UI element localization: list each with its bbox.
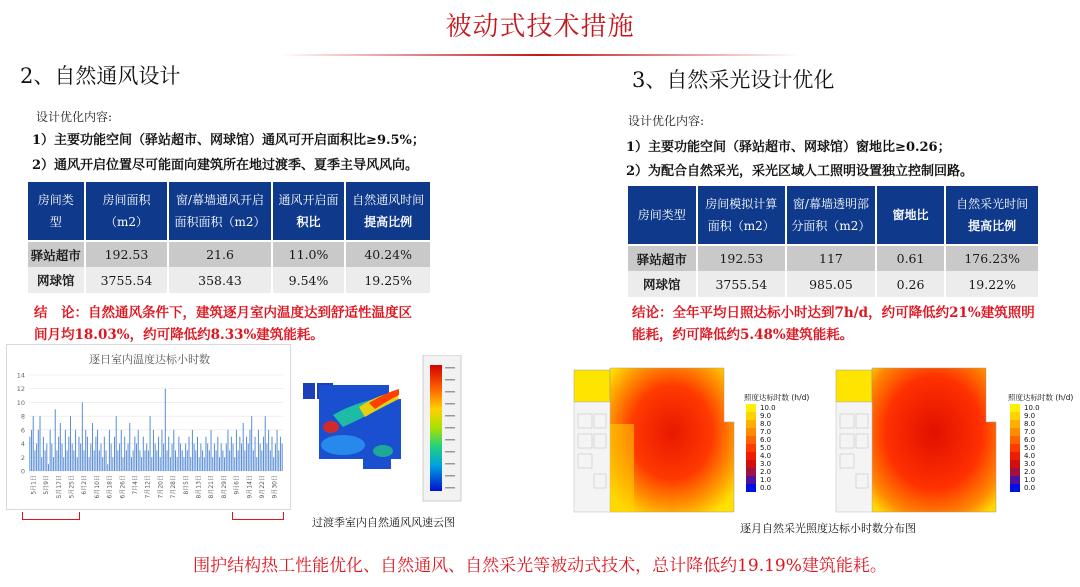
daylighting-table-cell: 117 bbox=[786, 245, 876, 271]
bar bbox=[126, 450, 127, 471]
x-tick-label: 5月25日 bbox=[68, 475, 76, 499]
title-underline bbox=[280, 54, 800, 56]
x-tick-label: 5月1日 bbox=[30, 475, 38, 495]
bar bbox=[173, 430, 174, 471]
legend-tick-label: 8.0 bbox=[1024, 420, 1036, 428]
bar bbox=[251, 416, 252, 471]
bar bbox=[226, 444, 227, 471]
bar bbox=[248, 444, 249, 471]
bar bbox=[156, 450, 157, 471]
x-tick-label: 6月26日 bbox=[119, 475, 127, 499]
x-tick-label: 9月22日 bbox=[258, 475, 266, 499]
legend-swatch bbox=[746, 484, 756, 492]
bar bbox=[190, 457, 191, 471]
bar bbox=[89, 457, 90, 471]
legend-tick-label: 4.0 bbox=[760, 452, 772, 460]
bar bbox=[114, 437, 115, 471]
x-tick-label: 7月12日 bbox=[144, 475, 152, 499]
bar bbox=[77, 457, 78, 471]
bar bbox=[211, 430, 212, 471]
bar bbox=[80, 444, 81, 471]
bar bbox=[282, 444, 283, 471]
ventilation-table-header-cell: 通风开启面 积比 bbox=[272, 181, 346, 241]
daylighting-table-cell: 0.26 bbox=[876, 271, 946, 297]
bar bbox=[133, 450, 134, 471]
legend-tick-label: 2.0 bbox=[760, 468, 772, 476]
ventilation-table-row bbox=[27, 267, 431, 293]
daylight-map-2 bbox=[828, 364, 998, 516]
ventilation-table-header-cell: 房间面积 （m2） bbox=[85, 181, 169, 241]
x-tick-label: 8月13日 bbox=[195, 475, 203, 499]
bar bbox=[122, 457, 123, 471]
bar bbox=[168, 437, 169, 471]
daylighting-conclusion-line-1: 结论：全年平均日照达标小时达到7h/d，约可降低约21%建筑照明 bbox=[632, 305, 1035, 321]
ventilation-table-header-cell: 窗/幕墙通风开启 面积面积（m2） bbox=[168, 181, 271, 241]
bar bbox=[183, 457, 184, 471]
bar bbox=[62, 444, 63, 471]
daylighting-table-header-cell: 窗地比 bbox=[876, 185, 946, 245]
legend-tick-label: 10.0 bbox=[1024, 404, 1040, 412]
bar bbox=[243, 423, 244, 471]
y-tick-label: 14 bbox=[16, 371, 25, 380]
x-tick-label: 8月29日 bbox=[220, 475, 228, 499]
bar bbox=[166, 450, 167, 471]
x-tick-label: 8月21日 bbox=[208, 475, 216, 499]
legend-swatch bbox=[746, 428, 756, 436]
bar bbox=[68, 437, 69, 471]
daylight-map-1 bbox=[566, 364, 736, 516]
ventilation-table-row bbox=[27, 241, 431, 267]
bar bbox=[151, 457, 152, 471]
x-tick-label: 8月5日 bbox=[182, 475, 190, 495]
highlight-bracket-left bbox=[22, 512, 80, 520]
y-tick-label: 12 bbox=[16, 385, 25, 394]
bar bbox=[239, 437, 240, 471]
bar bbox=[160, 457, 161, 471]
ventilation-table bbox=[26, 180, 432, 293]
bar bbox=[129, 423, 130, 471]
bar bbox=[78, 437, 79, 471]
bar bbox=[48, 464, 49, 471]
bar bbox=[217, 437, 218, 471]
bar bbox=[117, 450, 118, 471]
legend-swatch bbox=[1010, 444, 1020, 452]
bar bbox=[238, 450, 239, 471]
legend-tick-label: 3.0 bbox=[1024, 460, 1036, 468]
bar bbox=[268, 430, 269, 471]
bar bbox=[146, 444, 147, 471]
bar bbox=[33, 416, 34, 471]
bar bbox=[119, 444, 120, 471]
bar bbox=[138, 430, 139, 471]
bar bbox=[87, 437, 88, 471]
bar bbox=[234, 457, 235, 471]
bar bbox=[189, 437, 190, 471]
bar bbox=[60, 423, 61, 471]
bar bbox=[102, 457, 103, 471]
x-tick-label: 5月9日 bbox=[43, 475, 51, 495]
bar bbox=[192, 430, 193, 471]
bar bbox=[94, 450, 95, 471]
bar bbox=[128, 444, 129, 471]
bar bbox=[197, 437, 198, 471]
bar bbox=[136, 444, 137, 471]
legend-tick-label: 6.0 bbox=[760, 436, 772, 444]
legend-swatch bbox=[746, 420, 756, 428]
bar bbox=[222, 450, 223, 471]
legend-tick-label: 6.0 bbox=[1024, 436, 1036, 444]
bar bbox=[163, 444, 164, 471]
ventilation-table-cell: 驿站超市 bbox=[27, 241, 85, 267]
y-tick-label: 4 bbox=[20, 440, 25, 449]
daylighting-conclusion bbox=[632, 302, 1035, 346]
bar bbox=[180, 444, 181, 471]
x-tick-label: 9月14日 bbox=[246, 475, 254, 499]
bar bbox=[58, 437, 59, 471]
ventilation-heading: 2、自然通风设计 bbox=[20, 64, 181, 88]
bar bbox=[177, 457, 178, 471]
bar bbox=[104, 437, 105, 471]
bar bbox=[111, 444, 112, 471]
legend-swatch bbox=[1010, 436, 1020, 444]
daylight-caption: 逐月自然采光照度达标小时数分布图 bbox=[740, 522, 916, 535]
x-tick-label: 9月30日 bbox=[271, 475, 279, 499]
ventilation-table-cell: 9.54% bbox=[272, 267, 346, 293]
bar bbox=[202, 450, 203, 471]
legend-tick-label: 5.0 bbox=[1024, 444, 1036, 452]
bar bbox=[124, 437, 125, 471]
bar bbox=[143, 437, 144, 471]
bar bbox=[90, 444, 91, 471]
daylighting-table-cell: 0.61 bbox=[876, 245, 946, 271]
bar bbox=[221, 444, 222, 471]
y-tick-label: 6 bbox=[20, 426, 25, 435]
daylighting-point-2: 2）为配合自然采光，采光区域人工照明设置独立控制回路。 bbox=[626, 164, 974, 179]
legend-tick-label: 4.0 bbox=[1024, 452, 1036, 460]
wind-speed-contour-image bbox=[303, 355, 465, 503]
bar bbox=[50, 430, 51, 471]
bar bbox=[99, 450, 100, 471]
bar bbox=[241, 444, 242, 471]
legend-tick-label: 0.0 bbox=[1024, 484, 1036, 492]
daylighting-table-cell: 驿站超市 bbox=[627, 245, 697, 271]
bar bbox=[106, 450, 107, 471]
legend-swatch bbox=[1010, 468, 1020, 476]
bar bbox=[216, 450, 217, 471]
daylighting-table-header-cell: 窗/幕墙透明部 分面积（m2） bbox=[786, 185, 876, 245]
legend-tick-label: 9.0 bbox=[1024, 412, 1036, 420]
ventilation-table-cell: 19.25% bbox=[345, 267, 431, 293]
daylighting-table-header-cell: 自然采光时间 提高比例 bbox=[945, 185, 1039, 245]
ventilation-table-cell: 192.53 bbox=[85, 241, 169, 267]
bar bbox=[266, 444, 267, 471]
bar bbox=[39, 416, 40, 471]
daylighting-table-cell: 192.53 bbox=[697, 245, 787, 271]
bar bbox=[34, 450, 35, 471]
x-tick-label: 5月17日 bbox=[55, 475, 63, 499]
bar bbox=[56, 450, 57, 471]
bar bbox=[219, 457, 220, 471]
legend-tick-label: 2.0 bbox=[1024, 468, 1036, 476]
daylighting-table-cell: 19.22% bbox=[945, 271, 1039, 297]
ventilation-table-header-cell: 自然通风时间 提高比例 bbox=[345, 181, 431, 241]
ventilation-table-cell: 358.43 bbox=[168, 267, 271, 293]
bar bbox=[277, 430, 278, 471]
bar bbox=[200, 444, 201, 471]
bar bbox=[141, 457, 142, 471]
bar bbox=[150, 416, 151, 471]
bar bbox=[109, 430, 110, 471]
bar bbox=[134, 437, 135, 471]
bar bbox=[255, 437, 256, 471]
bar bbox=[231, 437, 232, 471]
daylighting-point-1: 1）主要功能空间（驿站超市、网球馆）窗地比≥0.26； bbox=[626, 140, 951, 155]
daylighting-conclusion-line-2: 能耗，约可降低约5.48%建筑能耗。 bbox=[632, 327, 854, 343]
daylighting-table-cell: 985.05 bbox=[786, 271, 876, 297]
bar bbox=[273, 457, 274, 471]
daylighting-table-cell: 网球馆 bbox=[627, 271, 697, 297]
legend-tick-label: 10.0 bbox=[760, 404, 776, 412]
bar bbox=[84, 450, 85, 471]
y-tick-label: 0 bbox=[20, 467, 25, 476]
page-title: 被动式技术措施 bbox=[445, 12, 635, 42]
bar bbox=[246, 437, 247, 471]
legend-swatch bbox=[746, 436, 756, 444]
x-tick-label: 6月18日 bbox=[106, 475, 114, 499]
bar bbox=[97, 430, 98, 471]
bar bbox=[67, 450, 68, 471]
bar bbox=[261, 450, 262, 471]
legend-tick-label: 7.0 bbox=[1024, 428, 1036, 436]
bar bbox=[92, 423, 93, 471]
legend-swatch bbox=[1010, 460, 1020, 468]
bar bbox=[82, 402, 83, 471]
bar bbox=[275, 444, 276, 471]
bar bbox=[260, 444, 261, 471]
bar bbox=[155, 444, 156, 471]
bar bbox=[51, 444, 52, 471]
x-tick-label: 7月4日 bbox=[131, 475, 139, 495]
bar bbox=[45, 450, 46, 471]
legend-swatch bbox=[746, 468, 756, 476]
daylighting-table-header-cell: 房间模拟计算 面积（m2） bbox=[697, 185, 787, 245]
y-tick-label: 10 bbox=[16, 398, 25, 407]
bar bbox=[165, 389, 166, 471]
bar bbox=[229, 450, 230, 471]
bar bbox=[278, 450, 279, 471]
legend-swatch bbox=[1010, 412, 1020, 420]
bar bbox=[73, 450, 74, 471]
legend-swatch bbox=[1010, 404, 1020, 412]
bar bbox=[205, 437, 206, 471]
ventilation-table-cell: 21.6 bbox=[168, 241, 271, 267]
bar bbox=[75, 430, 76, 471]
legend-tick-label: 3.0 bbox=[760, 460, 772, 468]
bar bbox=[233, 444, 234, 471]
bar bbox=[43, 437, 44, 471]
ventilation-table-header-cell: 房间类型 bbox=[27, 181, 85, 241]
daylighting-table-cell: 3755.54 bbox=[697, 271, 787, 297]
legend-tick-label: 9.0 bbox=[760, 412, 772, 420]
bar bbox=[271, 437, 272, 471]
ventilation-opt-label: 设计优化内容: bbox=[36, 110, 113, 124]
bar bbox=[212, 457, 213, 471]
daylighting-table bbox=[626, 184, 1040, 297]
legend-swatch bbox=[746, 476, 756, 484]
bar bbox=[112, 457, 113, 471]
bar bbox=[236, 430, 237, 471]
ventilation-table-cell: 40.24% bbox=[345, 241, 431, 267]
cfd-colorbar bbox=[430, 365, 442, 491]
ventilation-table-cell: 网球馆 bbox=[27, 267, 85, 293]
bar bbox=[139, 450, 140, 471]
legend-swatch bbox=[1010, 476, 1020, 484]
bar bbox=[227, 430, 228, 471]
legend-tick-label: 8.0 bbox=[760, 420, 772, 428]
bar bbox=[63, 457, 64, 471]
legend-swatch bbox=[1010, 484, 1020, 492]
bar bbox=[41, 457, 42, 471]
bar bbox=[224, 457, 225, 471]
legend-tick-label: 7.0 bbox=[760, 428, 772, 436]
bar bbox=[100, 444, 101, 471]
bar bbox=[187, 450, 188, 471]
legend-tick-label: 5.0 bbox=[760, 444, 772, 452]
bar bbox=[38, 430, 39, 471]
summary-footer: 围护结构热工性能优化、自然通风、自然采光等被动式技术，总计降低约19.19%建筑能耗。 bbox=[193, 556, 887, 576]
legend-swatch bbox=[746, 412, 756, 420]
legend-swatch bbox=[746, 404, 756, 412]
x-tick-label: 7月28日 bbox=[170, 475, 178, 499]
daylighting-heading: 3、自然采光设计优化 bbox=[632, 68, 835, 92]
bar bbox=[72, 444, 73, 471]
bar bbox=[194, 444, 195, 471]
cfd-caption: 过渡季室内自然通风风速云图 bbox=[312, 516, 455, 529]
bar bbox=[214, 444, 215, 471]
daylighting-table-cell: 176.23% bbox=[945, 245, 1039, 271]
bar bbox=[182, 450, 183, 471]
bar bbox=[263, 437, 264, 471]
bar-chart-svg bbox=[7, 345, 290, 509]
bar bbox=[244, 450, 245, 471]
bar bbox=[131, 457, 132, 471]
bar bbox=[55, 409, 56, 471]
ventilation-conclusion-line-1: 结 论：自然通风条件下，建筑逐月室内温度达到舒适性温度区 bbox=[34, 305, 412, 321]
bar bbox=[95, 437, 96, 471]
legend-swatch bbox=[1010, 452, 1020, 460]
y-tick-label: 8 bbox=[20, 412, 25, 421]
bar bbox=[158, 437, 159, 471]
bar bbox=[85, 430, 86, 471]
bar bbox=[256, 457, 257, 471]
bar bbox=[207, 444, 208, 471]
legend-tick-label: 1.0 bbox=[1024, 476, 1036, 484]
chart-title: 逐日室内温度达标小时数 bbox=[89, 353, 210, 366]
bar bbox=[116, 416, 117, 471]
bar bbox=[46, 444, 47, 471]
daily-temperature-chart bbox=[6, 344, 291, 510]
daylighting-table-row bbox=[627, 271, 1039, 297]
x-tick-label: 7月20日 bbox=[157, 475, 165, 499]
bar bbox=[70, 416, 71, 471]
bar bbox=[144, 450, 145, 471]
daylighting-table-header-cell: 房间类型 bbox=[627, 185, 697, 245]
ventilation-table-cell: 11.0% bbox=[272, 241, 346, 267]
bar bbox=[253, 450, 254, 471]
legend-tick-label: 1.0 bbox=[760, 476, 772, 484]
bar bbox=[53, 457, 54, 471]
legend-swatch bbox=[746, 452, 756, 460]
ventilation-conclusion-line-2: 间月均18.03%，约可降低约8.33%建筑能耗。 bbox=[34, 327, 324, 343]
x-tick-label: 6月10日 bbox=[93, 475, 101, 499]
legend-swatch bbox=[1010, 428, 1020, 436]
bar bbox=[65, 430, 66, 471]
bar bbox=[170, 457, 171, 471]
ventilation-point-1: 1）主要功能空间（驿站超市、网球馆）通风可开启面积比≥9.5%； bbox=[32, 133, 425, 148]
bar bbox=[172, 444, 173, 471]
bar bbox=[107, 464, 108, 471]
daylight-legend-title-2: 照度达标时数 (h/d) bbox=[1008, 393, 1074, 402]
legend-swatch bbox=[1010, 420, 1020, 428]
x-tick-label: 9月6日 bbox=[233, 475, 241, 495]
bar bbox=[153, 430, 154, 471]
bar bbox=[161, 430, 162, 471]
bar bbox=[204, 457, 205, 471]
bar bbox=[265, 416, 266, 471]
bar bbox=[258, 430, 259, 471]
ventilation-table-cell: 3755.54 bbox=[85, 267, 169, 293]
legend-swatch bbox=[746, 444, 756, 452]
cfd-small-room bbox=[303, 383, 315, 399]
bar bbox=[209, 450, 210, 471]
daylighting-opt-label: 设计优化内容: bbox=[628, 114, 705, 128]
ventilation-conclusion bbox=[34, 302, 412, 346]
bar bbox=[36, 444, 37, 471]
bar bbox=[178, 437, 179, 471]
ventilation-point-2: 2）通风开启位置尽可能面向建筑所在地过渡季、夏季主导风风向。 bbox=[32, 158, 419, 173]
bar bbox=[29, 437, 30, 471]
bar bbox=[249, 430, 250, 471]
legend-swatch bbox=[746, 460, 756, 468]
daylight-legend-title-1: 照度达标时数 (h/d) bbox=[744, 393, 810, 402]
bar bbox=[175, 450, 176, 471]
bar bbox=[199, 457, 200, 471]
legend-tick-label: 0.0 bbox=[760, 484, 772, 492]
bar bbox=[195, 450, 196, 471]
bar bbox=[185, 444, 186, 471]
bar bbox=[121, 430, 122, 471]
x-tick-label: 6月2日 bbox=[81, 475, 89, 495]
daylighting-table-row bbox=[627, 245, 1039, 271]
highlight-bracket-right bbox=[232, 512, 284, 520]
y-tick-label: 2 bbox=[20, 453, 25, 462]
bar bbox=[148, 450, 149, 471]
bar bbox=[270, 450, 271, 471]
bar bbox=[31, 430, 32, 471]
bar bbox=[280, 437, 281, 471]
